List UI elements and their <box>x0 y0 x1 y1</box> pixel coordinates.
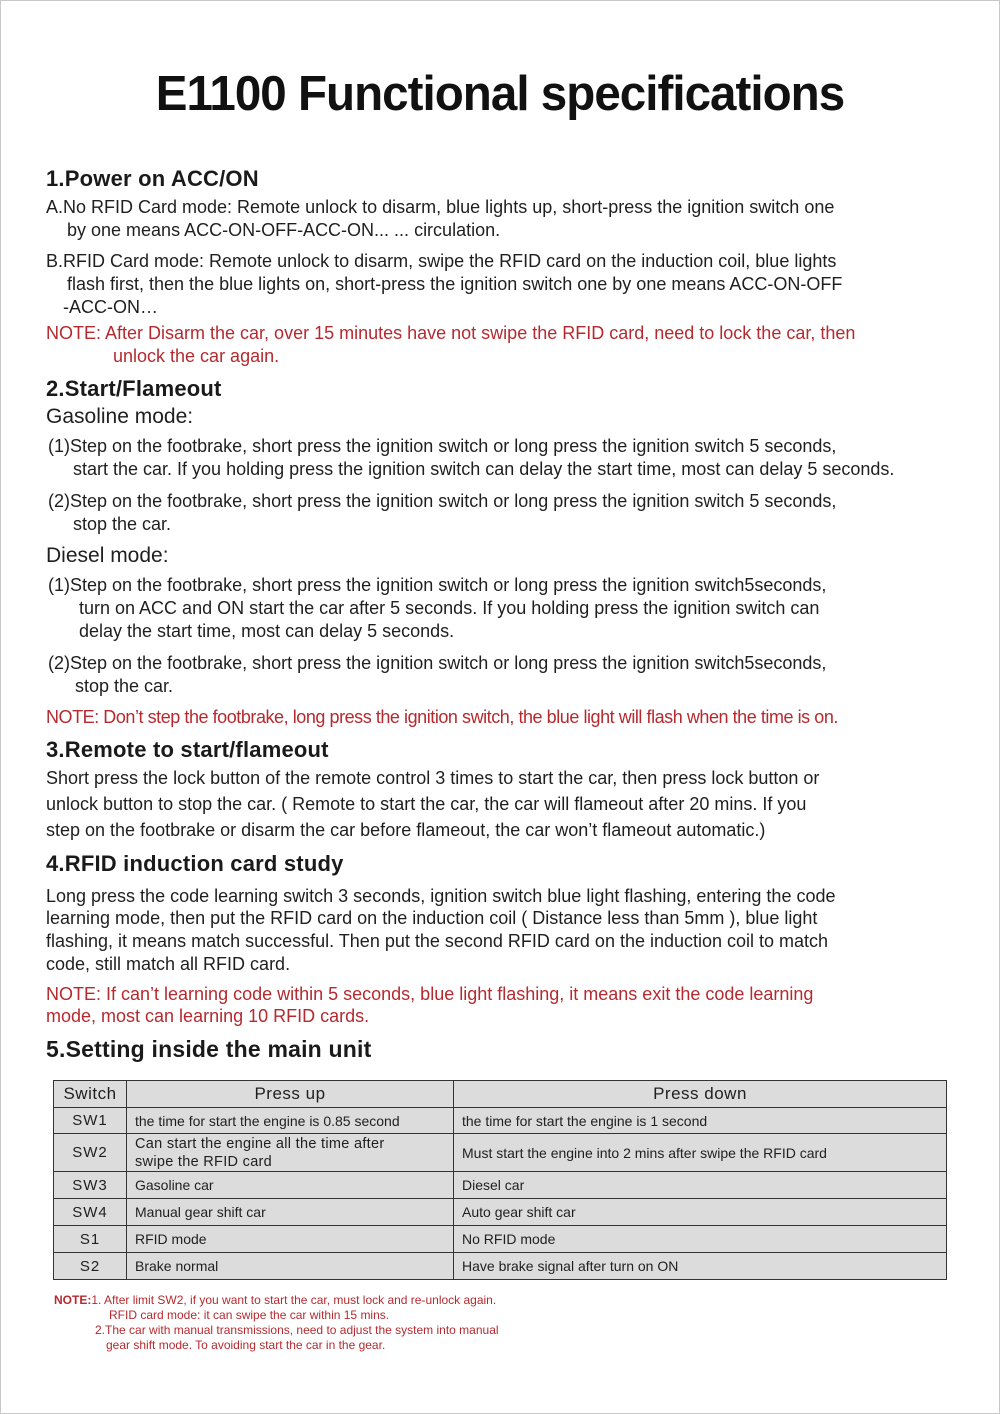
section-5-heading: 5.Setting inside the main unit <box>46 1036 372 1062</box>
switch-id: S1 <box>54 1226 127 1253</box>
header-press-up: Press up <box>127 1081 454 1108</box>
s2-d1-line2: turn on ACC and ON start the car after 5 seconds. If you holding press the ignition switch can <box>79 598 820 618</box>
section-2-heading: 2.Start/Flameout <box>46 376 222 401</box>
s1-b-line3: -ACC-ON… <box>63 297 158 317</box>
header-press-down: Press down <box>454 1081 947 1108</box>
press-down-cell: the time for start the engine is 1 second <box>454 1108 947 1134</box>
press-up-cell: RFID mode <box>127 1226 454 1253</box>
press-up-cell <box>127 1134 454 1172</box>
press-down-cell: No RFID mode <box>454 1226 947 1253</box>
s2-g1-line2: start the car. If you holding press the ignition switch can delay the start time, most can delay 5 seconds. <box>73 459 895 479</box>
s1-a-line1: A.No RFID Card mode: Remote unlock to disarm, blue lights up, short-press the ignition switch one <box>46 197 835 217</box>
press-down-cell: Have brake signal after turn on ON <box>454 1253 947 1280</box>
footnote-n1-line2: RFID card mode: it can swipe the car within 15 mins. <box>109 1308 390 1322</box>
s2-d1-line1: (1)Step on the footbrake, short press the ignition switch or long press the ignition switch5seconds, <box>48 575 827 595</box>
s4-line2: learning mode, then put the RFID card on the induction coil ( Distance less than 5mm ), blue light <box>46 908 818 928</box>
switch-id: SW3 <box>54 1172 127 1199</box>
table-row <box>54 1253 947 1280</box>
s4-note-line2: mode, most can learning 10 RFID cards. <box>46 1006 370 1026</box>
s4-note-line1: NOTE: If can’t learning code within 5 seconds, blue light flashing, it means exit the code learning <box>46 984 814 1004</box>
s4-line4: code, still match all RFID card. <box>46 954 291 974</box>
press-up-cell: the time for start the engine is 0.85 second <box>127 1108 454 1134</box>
s2-d1-line3: delay the start time, most can delay 5 seconds. <box>79 621 455 641</box>
footnote-n1-line1: 1. After limit SW2, if you want to start the car, must lock and re-unlock again. <box>91 1293 497 1307</box>
s1-b-line2: flash first, then the blue lights on, short-press the ignition switch one by one means ACC-ON-OFF <box>67 274 843 294</box>
s1-note-line1: NOTE: After Disarm the car, over 15 minutes have not swipe the RFID card, need to lock the car, then <box>46 323 856 343</box>
section-4-heading: 4.RFID induction card study <box>46 851 344 876</box>
table-row <box>54 1108 947 1134</box>
footnote-line1 <box>54 1293 499 1308</box>
section-1-heading: 1.Power on ACC/ON <box>46 166 259 191</box>
s3-line3: step on the footbrake or disarm the car before flameout, the car won’t flameout automatic.) <box>46 820 766 840</box>
press-down-cell: Must start the engine into 2 mins after swipe the RFID card <box>454 1134 947 1172</box>
press-up-cell: Brake normal <box>127 1253 454 1280</box>
header-switch: Switch <box>54 1081 127 1108</box>
press-up-cell: Gasoline car <box>127 1172 454 1199</box>
press-up-cell: Manual gear shift car <box>127 1199 454 1226</box>
press-down-cell: Diesel car <box>454 1172 947 1199</box>
footnote-n2-line1: 2.The car with manual transmissions, need to adjust the system into manual <box>95 1323 499 1337</box>
section-3-heading: 3.Remote to start/flameout <box>46 737 329 762</box>
diesel-mode-label: Diesel mode: <box>46 544 169 567</box>
switch-id: SW1 <box>54 1108 127 1134</box>
s1-a-line2: by one means ACC-ON-OFF-ACC-ON... ... circulation. <box>67 220 501 240</box>
table-row <box>54 1199 947 1226</box>
press-down-cell: Auto gear shift car <box>454 1199 947 1226</box>
s3-line1: Short press the lock button of the remote control 3 times to start the car, then press lock button or <box>46 768 820 788</box>
s2-d2-line2: stop the car. <box>75 676 174 696</box>
footnote-n2-line2: gear shift mode. To avoiding start the car in the gear. <box>106 1338 386 1352</box>
s1-b-line1: B.RFID Card mode: Remote unlock to disarm, swipe the RFID card on the induction coil, blue lights <box>46 251 837 271</box>
press-up-line1: Can start the engine all the time after <box>135 1135 385 1152</box>
s3-line2: unlock button to stop the car. ( Remote to start the car, the car will flameout after 20 mins. If you <box>46 794 807 814</box>
gasoline-mode-label: Gasoline mode: <box>46 405 194 428</box>
table-row <box>54 1134 947 1172</box>
s2-note: NOTE: Don’t step the footbrake, long press the ignition switch, the blue light will flash when the time is on. <box>46 707 838 727</box>
s2-g2-line1: (2)Step on the footbrake, short press the ignition switch or long press the ignition switch 5 seconds, <box>48 491 837 511</box>
switch-id: SW4 <box>54 1199 127 1226</box>
table-row <box>54 1172 947 1199</box>
table-footnote <box>54 1293 499 1353</box>
s2-g2-line2: stop the car. <box>73 514 172 534</box>
switch-settings-table <box>53 1080 947 1280</box>
s4-line1: Long press the code learning switch 3 seconds, ignition switch blue light flashing, entering the code <box>46 886 836 906</box>
switch-id: S2 <box>54 1253 127 1280</box>
s2-d2-line1: (2)Step on the footbrake, short press the ignition switch or long press the ignition switch5seconds, <box>48 653 827 673</box>
s2-g1-line1: (1)Step on the footbrake, short press the ignition switch or long press the ignition switch 5 seconds, <box>48 436 837 456</box>
table-row <box>54 1226 947 1253</box>
table-header-row <box>54 1081 947 1108</box>
footnote-label: NOTE: <box>54 1293 92 1307</box>
switch-id: SW2 <box>54 1134 127 1172</box>
s1-note-line2: unlock the car again. <box>113 346 280 366</box>
document-title: E1100 Functional specifications <box>155 67 845 121</box>
press-up-line2: swipe the RFID card <box>135 1153 273 1170</box>
s4-line3: flashing, it means match successful. Then put the second RFID card on the induction coil to match <box>46 931 829 951</box>
